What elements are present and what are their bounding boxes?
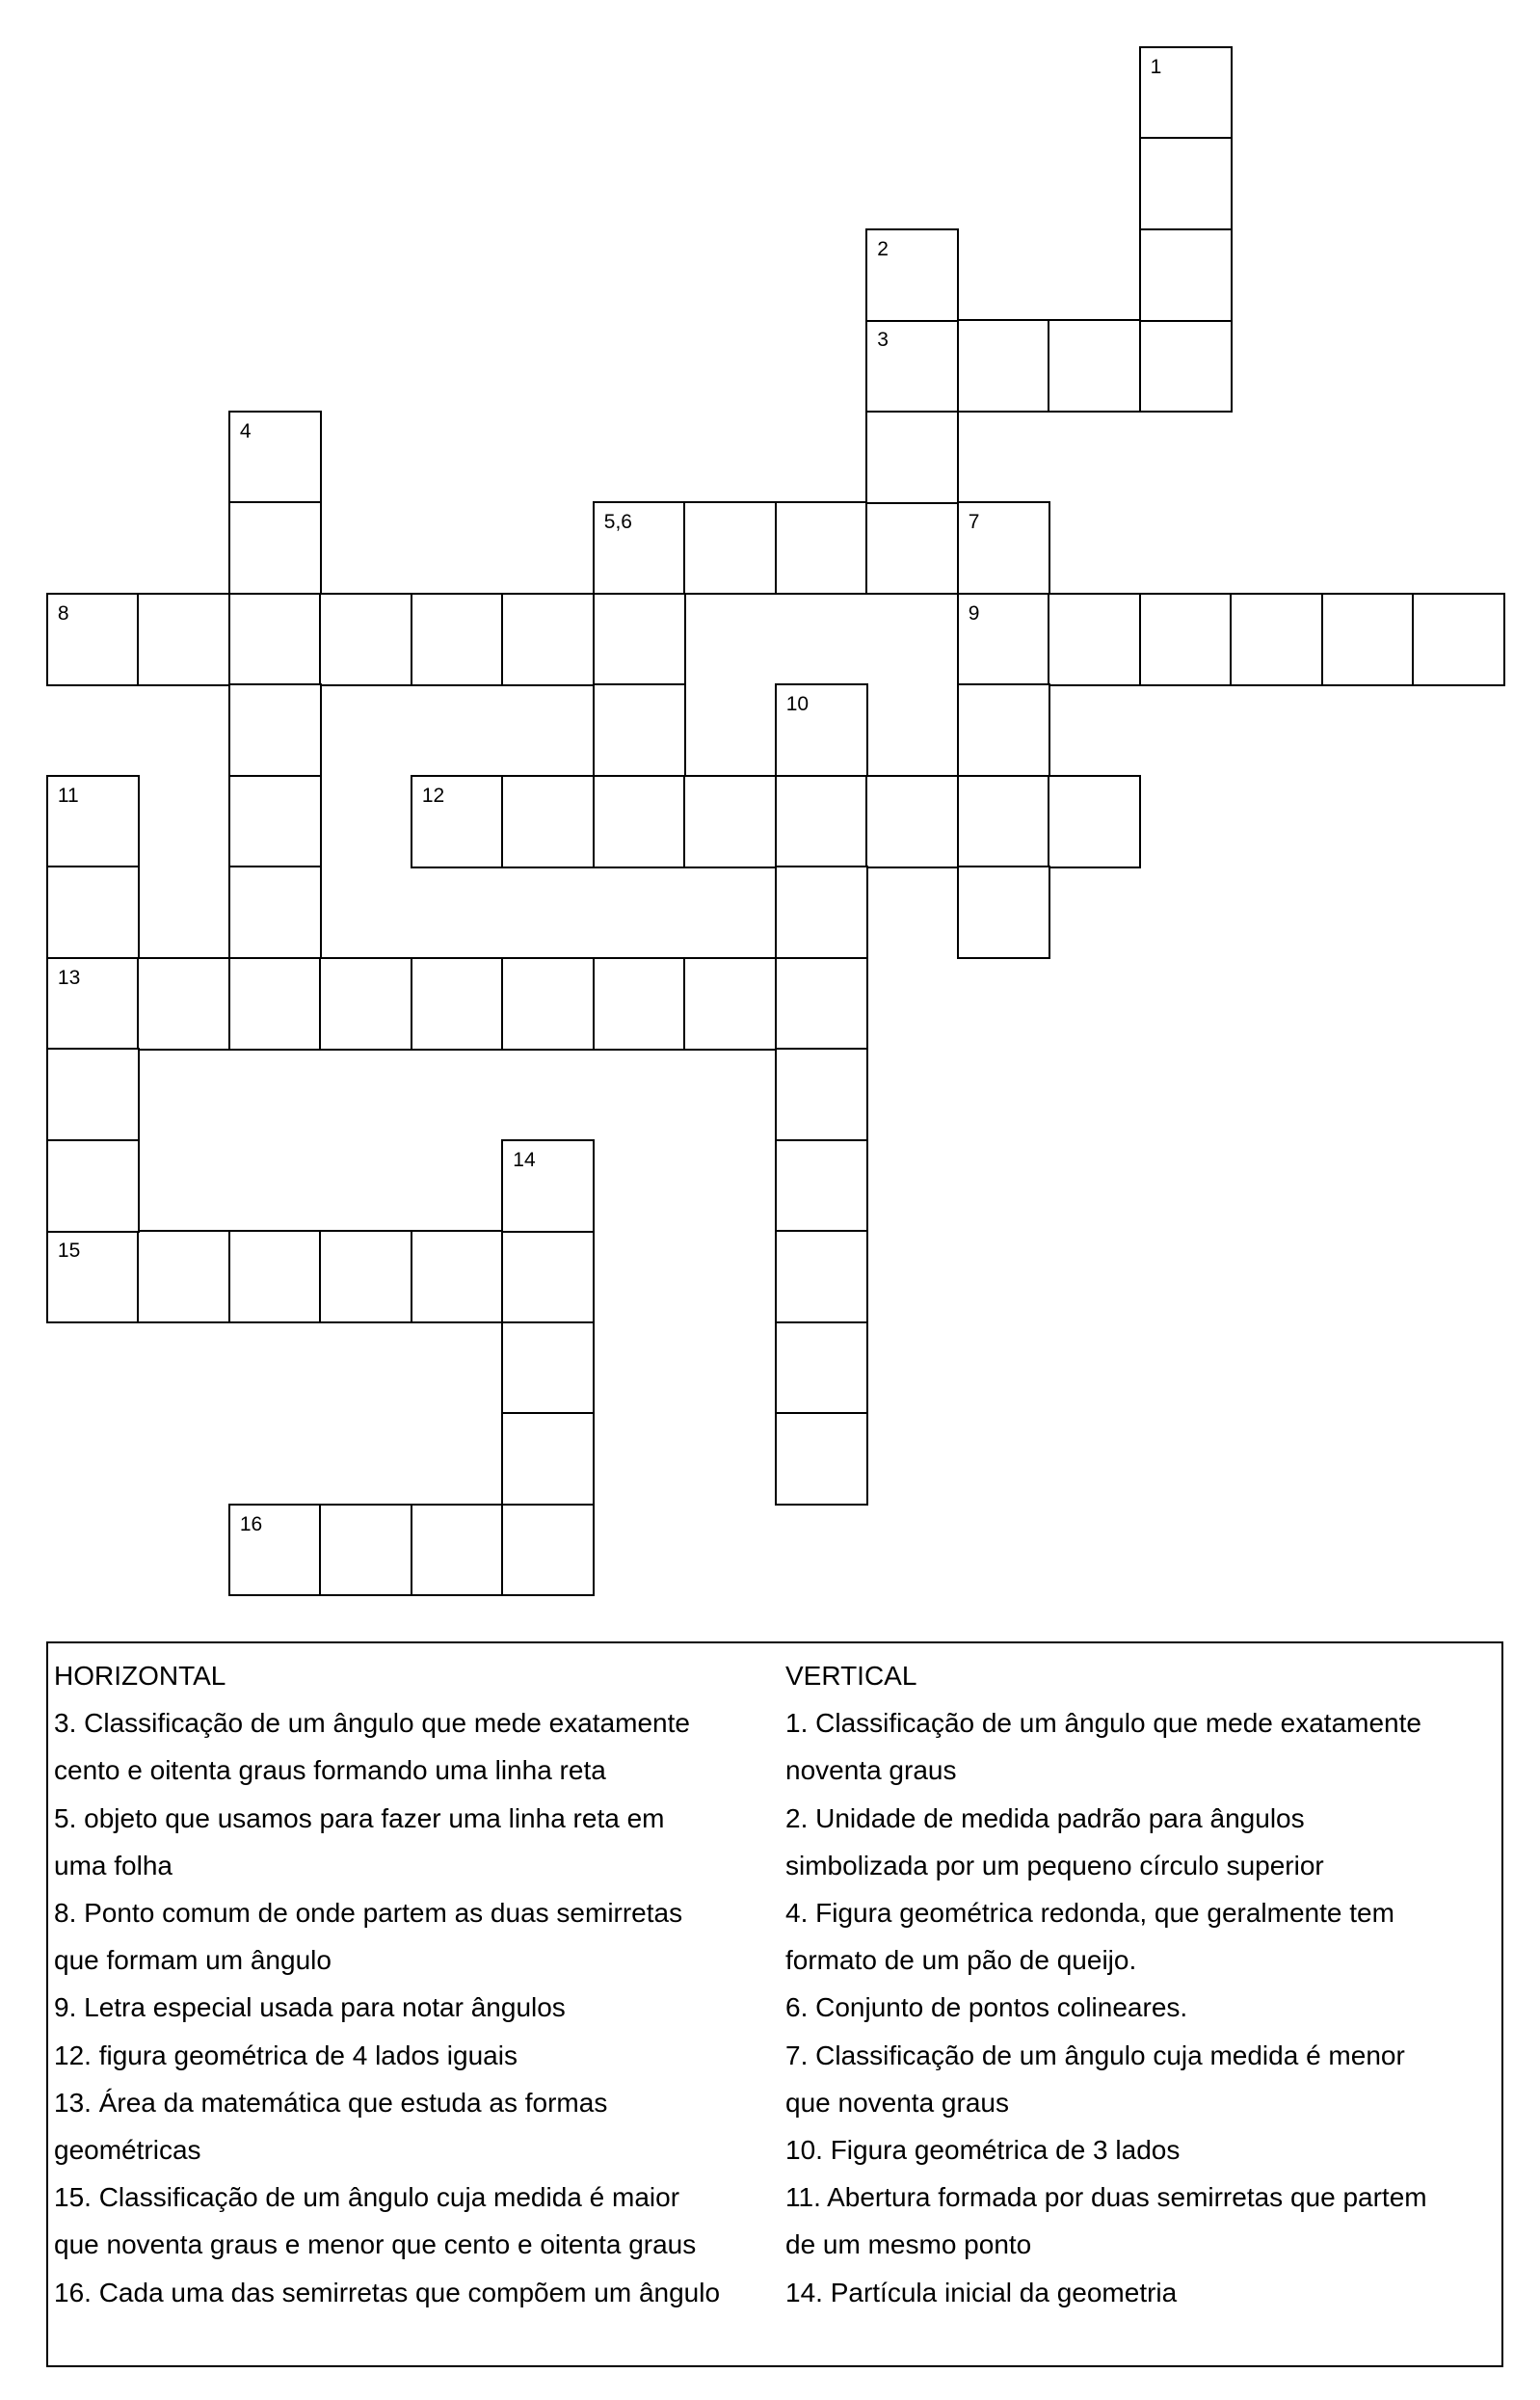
crossword-cell[interactable]: [411, 775, 504, 868]
crossword-cell[interactable]: [411, 593, 504, 686]
crossword-cell[interactable]: [228, 1230, 322, 1323]
crossword-cell[interactable]: [775, 683, 868, 777]
crossword-cell[interactable]: [1048, 319, 1141, 413]
clue-item: [54, 2269, 720, 2316]
clue-item: [785, 2269, 1427, 2316]
crossword-cell[interactable]: [1139, 319, 1233, 413]
clue-line: 14. Partícula inicial da geometria: [785, 2277, 1178, 2307]
crossword-cell[interactable]: [501, 957, 595, 1051]
clue-line: simbolizada por um pequeno círculo superior: [785, 1850, 1324, 1880]
crossword-cell[interactable]: [319, 593, 412, 686]
clue-line: 4. Figura geométrica redonda, que geralmente tem: [785, 1898, 1394, 1929]
clue-item: [785, 2126, 1427, 2173]
vertical-clues-column: [785, 1652, 1427, 2316]
crossword-cell[interactable]: [137, 1230, 230, 1323]
crossword-cell[interactable]: [46, 593, 140, 686]
crossword-cell[interactable]: [775, 1139, 868, 1233]
cell-number-label: 10: [785, 693, 810, 716]
crossword-cell[interactable]: [228, 683, 322, 777]
crossword-cell[interactable]: [775, 1048, 868, 1141]
cell-number-label: 11: [57, 784, 79, 807]
vertical-header: VERTICAL: [785, 1661, 917, 1691]
crossword-cell[interactable]: [228, 957, 322, 1051]
crossword-cell[interactable]: [501, 1139, 595, 1233]
clue-item: [785, 1795, 1427, 1889]
crossword-cell[interactable]: [775, 957, 868, 1051]
clue-item: [785, 1984, 1427, 2031]
cell-number-label: 2: [877, 237, 889, 260]
clue-line: 9. Letra especial usada para notar ângulos: [54, 1992, 566, 2023]
crossword-cell[interactable]: [228, 1504, 322, 1597]
crossword-cell[interactable]: [319, 957, 412, 1051]
crossword-cell[interactable]: [1230, 593, 1323, 686]
crossword-cell[interactable]: [1139, 593, 1233, 686]
horizontal-clue-list: [54, 1699, 720, 2316]
cell-number-label: 16: [239, 1512, 263, 1535]
cell-number-label: 7: [968, 511, 980, 534]
cell-number-label: 4: [239, 419, 252, 442]
clue-item: [785, 2173, 1427, 2268]
clue-line: 15. Classificação de um ângulo cuja medida é maior: [54, 2182, 680, 2213]
horizontal-header: HORIZONTAL: [54, 1661, 226, 1691]
crossword-cell[interactable]: [501, 1321, 595, 1415]
crossword-cell[interactable]: [501, 593, 595, 686]
crossword-cell[interactable]: [228, 411, 322, 504]
crossword-cell[interactable]: [46, 775, 140, 868]
crossword-cell[interactable]: [865, 775, 959, 868]
cell-number-label: 8: [57, 601, 69, 625]
clue-item: [54, 2032, 720, 2079]
clue-line: de um mesmo ponto: [785, 2229, 1032, 2260]
clue-line: geométricas: [54, 2135, 201, 2166]
crossword-cell[interactable]: [957, 501, 1050, 595]
crossword-cell[interactable]: [228, 866, 322, 959]
clue-line: que formam um ângulo: [54, 1945, 332, 1976]
crossword-cell[interactable]: [775, 501, 868, 595]
crossword-cell[interactable]: [683, 957, 777, 1051]
clue-item: [785, 1699, 1427, 1794]
cell-number-label: 13: [57, 966, 81, 989]
crossword-cell[interactable]: [775, 866, 868, 959]
clue-line: 1. Classificação de um ângulo que mede exatamente: [785, 1708, 1421, 1739]
crossword-cell[interactable]: [46, 866, 140, 959]
crossword-cell[interactable]: [865, 319, 959, 413]
cell-number-label: 5,6: [603, 511, 632, 534]
crossword-cell[interactable]: [593, 957, 686, 1051]
crossword-cell[interactable]: [1412, 593, 1505, 686]
vertical-clue-list: [785, 1699, 1427, 2316]
clue-line: 3. Classificação de um ângulo que mede exatamente: [54, 1708, 690, 1739]
clue-line: formato de um pão de queijo.: [785, 1945, 1137, 1976]
crossword-cell[interactable]: [501, 1230, 595, 1323]
cell-number-label: 15: [57, 1240, 81, 1263]
clue-item: [54, 2173, 720, 2268]
crossword-cell[interactable]: [1048, 775, 1141, 868]
clue-item: [54, 1699, 720, 1794]
crossword-cell[interactable]: [683, 775, 777, 868]
clue-line: 10. Figura geométrica de 3 lados: [785, 2135, 1181, 2166]
crossword-cell[interactable]: [1048, 593, 1141, 686]
clue-line: que noventa graus e menor que cento e oitenta graus: [54, 2229, 697, 2260]
crossword-cell[interactable]: [137, 957, 230, 1051]
crossword-cell[interactable]: [46, 957, 140, 1051]
crossword-cell[interactable]: [501, 775, 595, 868]
clue-item: [785, 2032, 1427, 2126]
clue-line: noventa graus: [785, 1755, 957, 1786]
crossword-cell[interactable]: [228, 593, 322, 686]
clue-line: uma folha: [54, 1850, 173, 1880]
clue-line: 8. Ponto comum de onde partem as duas semirretas: [54, 1898, 683, 1929]
crossword-cell[interactable]: [501, 1412, 595, 1506]
crossword-cell[interactable]: [1139, 137, 1233, 230]
crossword-cell[interactable]: [683, 501, 777, 595]
clue-line: 12. figura geométrica de 4 lados iguais: [54, 2040, 518, 2070]
crossword-cell[interactable]: [957, 775, 1050, 868]
crossword-cell[interactable]: [775, 1230, 868, 1323]
cell-number-label: 12: [421, 784, 445, 807]
crossword-cell[interactable]: [865, 411, 959, 504]
clue-line: 13. Área da matemática que estuda as formas: [54, 2087, 608, 2118]
crossword-cell[interactable]: [593, 593, 686, 686]
horizontal-clues-column: [54, 1652, 720, 2316]
crossword-cell[interactable]: [319, 1504, 412, 1597]
crossword-cell[interactable]: [228, 775, 322, 868]
clue-item: [54, 2079, 720, 2173]
cell-number-label: 14: [513, 1148, 536, 1171]
crossword-cell[interactable]: [411, 957, 504, 1051]
crossword-cell[interactable]: [1139, 228, 1233, 322]
crossword-cell[interactable]: [411, 1230, 504, 1323]
crossword-cell[interactable]: [957, 683, 1050, 777]
crossword-cell[interactable]: [501, 1504, 595, 1597]
clue-line: 5. objeto que usamos para fazer uma linha reta em: [54, 1802, 665, 1833]
clue-item: [54, 1795, 720, 1889]
crossword-cell[interactable]: [957, 593, 1050, 686]
clue-item: [54, 1889, 720, 1984]
clue-line: 11. Abertura formada por duas semirretas que partem: [785, 2182, 1427, 2213]
crossword-cell[interactable]: [228, 501, 322, 595]
crossword-cell[interactable]: [775, 775, 868, 868]
crossword-cell[interactable]: [957, 866, 1050, 959]
crossword-cell[interactable]: [46, 1048, 140, 1141]
crossword-cell[interactable]: [593, 775, 686, 868]
clue-line: 2. Unidade de medida padrão para ângulos: [785, 1802, 1305, 1833]
crossword-cell[interactable]: [957, 319, 1050, 413]
crossword-cell[interactable]: [593, 683, 686, 777]
crossword-cell[interactable]: [46, 1230, 140, 1323]
crossword-cell[interactable]: [865, 228, 959, 322]
crossword-cell[interactable]: [865, 501, 959, 595]
crossword-cell[interactable]: [775, 1412, 868, 1506]
cell-number-label: 3: [877, 329, 889, 352]
cell-number-label: 1: [1150, 55, 1162, 78]
clue-line: 16. Cada uma das semirretas que compõem um ângulo: [54, 2277, 721, 2307]
crossword-cell[interactable]: [319, 1230, 412, 1323]
clue-box: [46, 1641, 1503, 2367]
crossword-cell[interactable]: [411, 1504, 504, 1597]
clue-line: que noventa graus: [785, 2087, 1009, 2118]
clue-line: 7. Classificação de um ângulo cuja medida é menor: [785, 2040, 1405, 2070]
clue-line: 6. Conjunto de pontos colineares.: [785, 1992, 1188, 2023]
clue-item: [54, 1984, 720, 2031]
clue-line: cento e oitenta graus formando uma linha reta: [54, 1755, 606, 1786]
crossword-cell[interactable]: [46, 1139, 140, 1233]
crossword-cell[interactable]: [775, 1321, 868, 1415]
crossword-cell[interactable]: [1139, 46, 1233, 140]
cell-number-label: 9: [968, 601, 980, 625]
crossword-cell[interactable]: [137, 593, 230, 686]
crossword-cell[interactable]: [593, 501, 686, 595]
crossword-cell[interactable]: [1321, 593, 1415, 686]
clue-item: [785, 1889, 1427, 1984]
